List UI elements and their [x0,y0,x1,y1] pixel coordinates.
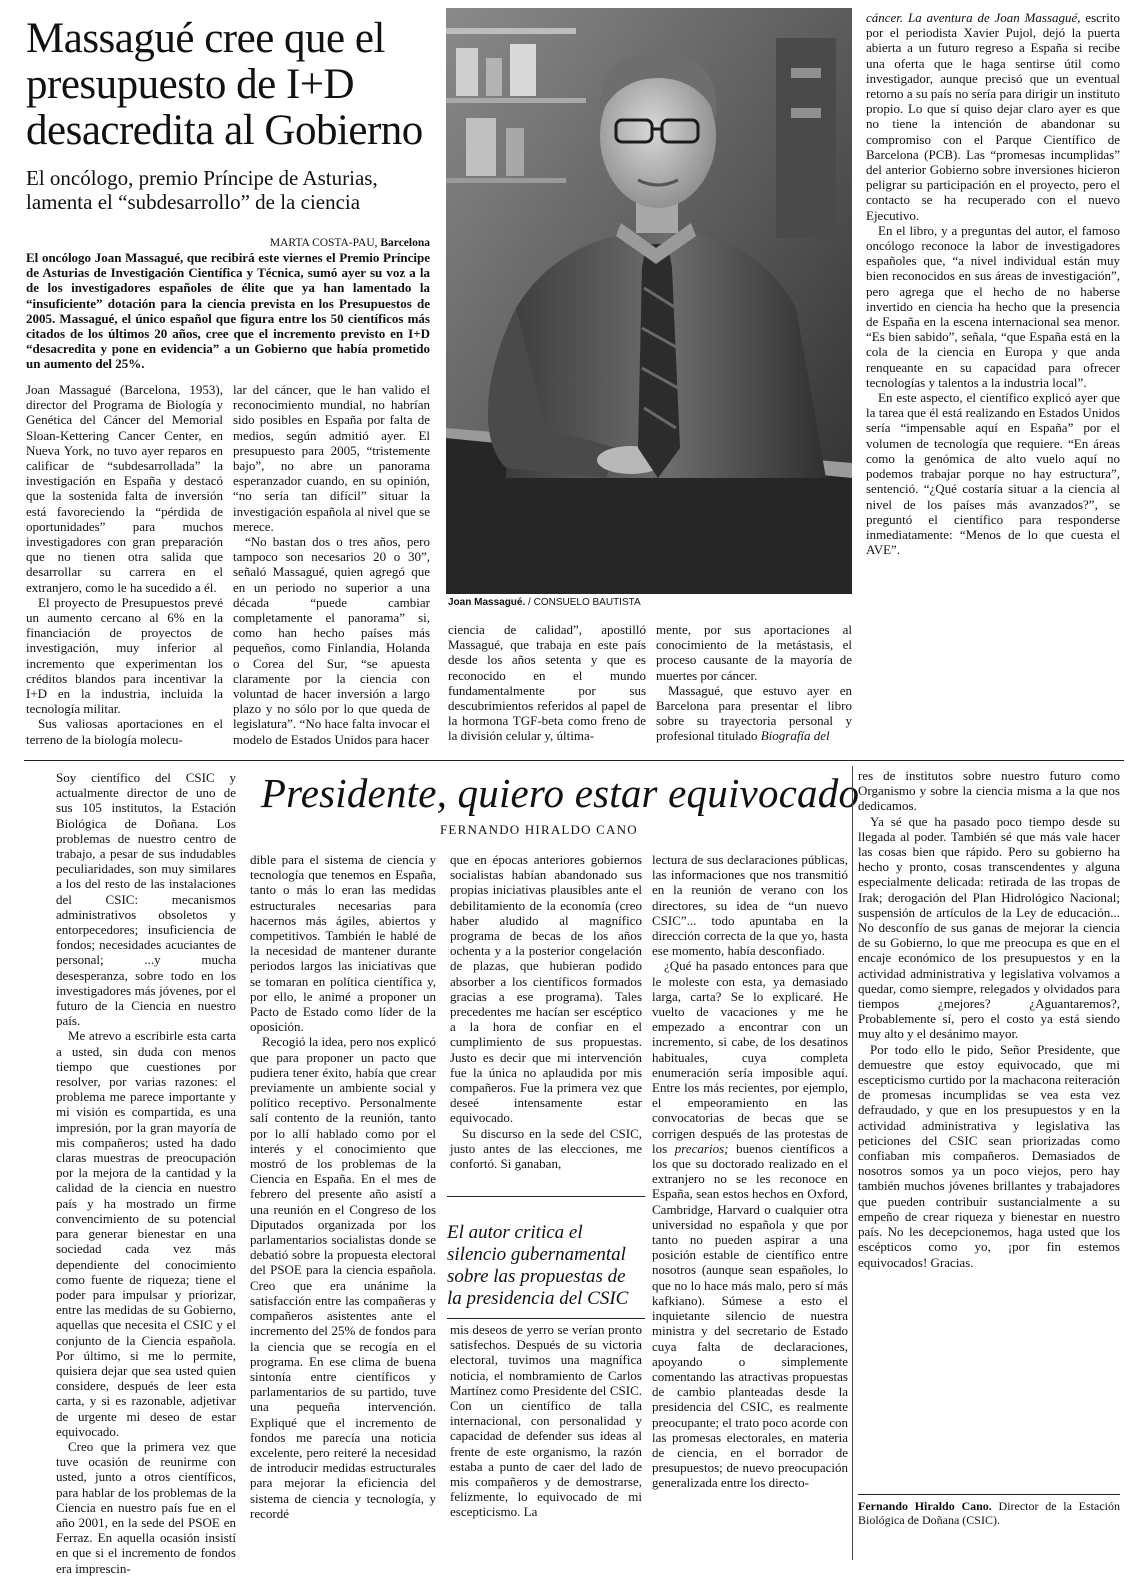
article-lead: El oncólogo Joan Massagué, que recibirá este viernes el Premio Príncipe de Asturias de Investigación Científica y Técnica, sumó ayer su voz a la de los investigadores españoles de élite que ya han lamentado la “insuficiente” dotación para la ciencia prevista en los Presupuestos de 2005. Massagué, el único español que figura entre los 50 científicos más citados de los últimos 20 años, cree que el incremento previsto en I+D “desacredita y pone en evidencia” a un Gobierno que había prometido un aumento del 25%. [26,250,430,372]
text-run: Massagué, que estuvo ayer en Barcelona para presentar el libro sobre su trayectoria personal y profesional titulado [656,682,852,744]
caption-credit: / CONSUELO BAUTISTA [525,597,641,608]
paragraph: Creo que la primera vez que tuve ocasión de reunirme con usted, junto a otros científicos, para hablar de los problemas de la Ciencia en nuestro país fue en el año 2001, en la sede del PSOE en Ferraz. En aquella ocasión insistí en que si el incremento de fondos era imprescin- [56,1438,236,1576]
paragraph: Joan Massagué (Barcelona, 1953), director del Programa de Biología y Genética del Cáncer del Memorial Sloan-Kettering Cancer Center, en Nueva York, no tuvo ayer reparos en calificar de “subdesarrollada” la investigación en España y destacó que la sostenida falta de inversión está favoreciendo la “pérdida de oportunidades” para muchos investigadores con gran preparación que no tienen otra salida que desarrollar su carrera en el extranjero, como le ha sucedido a él. [26,382,223,595]
paragraph: ciencia de calidad”, apostilló Massagué, que trabaja en este país desde los años setenta y que es reconocido en el mundo fundamentalmente por sus descubrimientos referidos al papel de la hormona TGF-beta como freno de la división celular y, última- [448,622,646,744]
opinion-byline: FERNANDO HIRALDO CANO [440,822,638,837]
article1-column-5 [866,10,1120,754]
signature-text: Director de la Estación Biológica de Doñana (CSIC). [858,1499,1120,1527]
article1-column-2 [233,382,430,752]
paragraph: lectura de sus declaraciones públicas, las informaciones que nos transmitió en la reunión de verano con los directores, su idea de “un nuevo CSIC”... todo apuntaba en la dirección correcta de la que yo, hasta ese momento, había desconfiado. [652,852,848,959]
article2-column-5 [858,768,1120,1488]
paragraph: dible para el sistema de ciencia y tecnología que tenemos en España, tanto o más lo eran las medidas estructurales necesarias para hacernos más ágiles, abiertos y competitivos. También le hablé de la necesidad de mantener durante periodos largos las iniciativas que se tomaran en política científica y, por ello, le animé a proponer un Pacto de Estado como líder de la oposición. [250,852,436,1035]
text-run: ¿Qué ha pasado entonces para que le moleste con esta, ya demasiado larga, carta? Se lo explicaré. He vuelto de vacaciones y me he empezado a encontrar con un incremento, si cabe, de los desatinos habituales, cuya completa enumeración sería imposible aquí. Entre los más recientes, por ejemplo, el empeoramiento en las convocatorias de becas que se corrigen después de las protestas de los [652,958,848,1156]
pull-quote-rule [447,1196,645,1197]
paragraph: En el libro, y a preguntas del autor, el famoso oncólogo reconoce la labor de investigadores españoles que, “a nivel individual están muy bien reconocidos en sus áreas de investigación”, pero agrega que el hecho de no haberse invertido en ciencia ha hecho que la presencia de España en la escena internacional sea menor. “Es bien sabido”, señala, “que España está en la cola de la ciencia en Europa y que anda renqueante en su capacidad para ofrecer tecnologías y talentos a la industria local”. [866,222,1120,390]
byline-place: Barcelona [380,237,430,249]
article2-column-3b [450,1322,642,1560]
italic-word: precarios; [674,1140,729,1156]
opinion-title: Presidente, quiero estar equivocado [260,770,860,816]
paragraph [866,10,1120,223]
article-subhead: El oncólogo, premio Príncipe de Asturias, lamenta el “subdesarrollo” de la ciencia [26,166,378,214]
paragraph: Sus valiosas aportaciones en el terreno de la biología molecu- [26,716,223,747]
article2-column-2 [250,852,436,1560]
portrait-image [446,8,852,594]
article1-column-4 [656,622,852,752]
paragraph: El proyecto de Presupuestos prevé un aumento cercano al 6% en la financiación de proyectos de investigación, muy inferior al incremento que experimentan los créditos blandos para incentivar la I+D en la industria, incluida la tecnología militar. [26,594,223,717]
article2-column-3 [450,852,642,1184]
article1-column-1 [26,382,223,752]
paragraph: res de institutos sobre nuestro futuro como Organismo y sobre la ciencia misma a la que nos dedicamos. [858,768,1120,814]
photo-caption [448,597,641,608]
caption-name: Joan Massagué. [448,597,526,608]
paragraph: Me atrevo a escribirle esta carta a usted, sin duda con menos tiempo que cuestiones por resolver, por varias razones: el problema me parece importante y mi visión es compartida, es una impresión, por la gran mayoría de mis compañeros; usted ha dado claras muestras de preocupación por la mejora de la cantidad y la calidad de la ciencia en nuestro país y ha mostrado un firme convencimiento de su potencial para generar bienestar en una sociedad cada vez más dependiente del conocimiento como fuente de riqueza; tiene el poder para impulsar y priorizar, entre las medidas de su Gobierno, aquellas que necesita el CSIC y el conjunto de la Ciencia española. Por último, si me lo permite, quisiera dejar que sea usted quien considere, después de leer esta carta, y si es razonable, adjetivar de urgente mi deseo de estar equivocado. [56,1028,236,1439]
paragraph: Ya sé que ha pasado poco tiempo desde su llegada al poder. También sé que más vale hacer las cosas bien que rápido. Pero su gobierno ha hecho y pronto, cosas transcendentes y alguna especialmente delicada: retirada de las tropas de Irak; derogación del Plan Hidrológico Nacional; suspensión de artículos de la Ley de educación... No desconfío de sus ganas de mejorar la ciencia de su Gobierno, lo que me preocupa es que en el encaje económico de los presupuestos y en la actividad administrativa y legislativa volvamos a quedar, como siempre, relegados y olvidados para tiempos ¿mejores? ¿Aguantaremos?, Probablemente sí, pero el costo ya está siendo muy alto y el desánimo mayor. [858,813,1120,1042]
byline-author: MARTA COSTA-PAU, [269,237,378,249]
article2-column-1 [56,770,236,1576]
article1-column-3 [448,622,646,752]
portrait-photo [446,8,852,594]
pull-quote: El autor critica el silencio gubernamental sobre las propuestas de la presidencia del CSIC [447,1222,629,1309]
paragraph: Soy científico del CSIC y actualmente director de uno de sus 105 institutos, la Estación Biológica de Doñana. Los problemas de nuestro centro de trabajo, a pesar de sus indudables peculiaridades, son muy similares a los del resto de las instalaciones del CSIC: mecanismos administrativos obsoletos y entorpecedores; insuficiencia de fondos; necesidades acuciantes de personal; ...y mucha desesperanza, sobre todo en los investigadores más jóvenes, por el futuro de la Ciencia en nuestro país. [56,770,236,1029]
article-headline: Massagué cree que el presupuesto de I+D desacredita al Gobierno [26,15,423,154]
paragraph: Su discurso en la sede del CSIC, justo antes de las elecciones, me confortó. Si ganaban, [450,1125,642,1172]
column-divider [852,766,853,1560]
pull-quote-rule [447,1318,645,1319]
paragraph: mis deseos de yerro se verían pronto satisfechos. Después de su victoria electoral, tuvimos una magnífica noticia, el nombramiento de Carlos Martínez como Presidente del CSIC. Con un científico de talla internacional, con personalidad y capacidad de defender sus ideas al frente de este organismo, la razón estaba a punto de caer del lado de mis compañeros y de demostrarse, felizmente, lo equivocado de mi escepticismo. La [450,1322,642,1520]
article-byline [26,237,430,249]
paragraph: “No bastan dos o tres años, pero tampoco son necesarios 20 o 30”, señaló Massagué, quien agregó que en un periodo no superior a una década “puede cambiar completamente el panorama” si, como han hecho países más pequeños, como Finlandia, Holanda o Corea del Sur, “se apuesta claramente por la ciencia con voluntad de hacer inversión a largo plazo y no sólo por lo que queda de legislatura”. “No hace falta invocar el modelo de Estados Unidos para hacer [233,534,430,747]
section-divider [24,760,1124,761]
text-run: buenos científicos a los que su doctorado realizado en el extranjero no se les reconoce en España, sean estos hechos en Oxford, Cambridge, Harvard o cualquier otra universidad no española y que por tanto no pueden aspirar a una posición estable de científico entre nosotros (aunque sean españoles, lo que no lo hace más malo, pero sí más kafkiano). Súmese a esto el inquietante silencio de nuestra ministra y del secretario de Estado cuya falta de declaraciones, apoyando o simplemente comentando las atractivas propuestas de cambio planteadas desde la presidencia del CSIC, es realmente preocupante; el trato poco acorde con las promesas electorales, en materia de ciencia, en el borrador de presupuestos; de nuevo preocupación generalizada entre los directo- [652,1140,849,1491]
book-title: cáncer. La aventura de Joan Massagué, [866,10,1081,25]
paragraph: En este aspecto, el científico explicó ayer que la tarea que él está realizando en Estados Unidos sería “impensable aquí en España” por el volumen de tecnología que requiere. “En áreas como la genómica de alto vuelo aquí no podemos trabajar porque no hay estructura”, sentenció. “¿Qué costaría situar a la ciencia al nivel de los países más avanzados?”, se preguntó el científico para responderse inmediatamente: “Menos de lo que cuesta el AVE”. [866,390,1120,558]
author-signature [858,1500,1120,1527]
text-run: escrito por el periodista Xavier Pujol, dejó la puerta abierta a un futuro regreso a España si recibe una oferta que le haga sentirse útil como investigador, aunque precisó que un eventual retorno a su país no sería para dirigir un instituto propio. Lo que sí quiso dejar claro ayer es que no tiene la intención de abandonar su compromiso con el Parque Científico de Barcelona (PCB). Las “promesas incumplidas” del anterior Gobierno sobre inversiones hicieron peligrar su participación en el proyecto, pero el contacto se ha recuperado con el nuevo Ejecutivo. [866,10,1120,223]
paragraph: que en épocas anteriores gobiernos socialistas habían abandonado sus propias iniciativas plausibles ante el debilitamiento de la economía (creo haber aludido al magnífico programa de becas de los años ochenta y a la posterior congelación de plazas, que hubieran podido absorber a los científicos formados gracias a ese programa). Tales precedentes me hacían ser escéptico a la hora de confiar en el cumplimiento de sus propuestas. Justo es decir que mi intervención fue la única no aplaudida por mis compañeros. Fue la primera vez que deseé intensamente estar equivocado. [450,852,642,1126]
paragraph [652,958,848,1490]
article2-column-4 [652,852,848,1560]
signature-rule [858,1494,1120,1495]
paragraph [656,683,852,744]
paragraph: mente, por sus aportaciones al conocimiento de la metástasis, el proceso causante de la mayoría de muertes por cáncer. [656,622,852,683]
paragraph: lar del cáncer, que le han valido el reconocimiento mundial, no habrían sido posibles en España por falta de medios, según admitió ayer. El presupuesto para 2005, “tristemente bajo”, no abre un panorama esperanzador cuando, en su opinión, “no sería tan difícil” situar la investigación española al nivel que se merece. [233,382,430,534]
paragraph: Recogió la idea, pero nos explicó que para proponer un pacto que pudiera tener éxito, había que crear previamente un ambiente social y político receptivo. Personalmente salí contento de la reunión, tanto por lo allí hablado como por el interés y el conocimiento que mostró de los problemas de la Ciencia en España. En el mes de febrero del presente año asistí a una reunión en el Congreso de los Diputados organizada por los parlamentarios socialistas donde se debatió sobre la propuesta electoral del PSOE para la ciencia española. Creo que era unánime la satisfacción entre las compañeras y compañeros asistentes ante el incremento del 25% de fondos para la ciencia que se recogía en el programa. En ese clima de buena sintonía entre científicos y parlamentarios de su partido, tuve una pequeña intervención. Expliqué que el incremento de fondos me parecía una noticia excelente, pero reiteré la necesidad de introducir medidas estructurales para mejorar la eficiencia del sistema de ciencia y tecnología, y recordé [250,1034,436,1521]
signature-name: Fernando Hiraldo Cano. [858,1499,992,1513]
book-title: Biografía del [760,728,830,744]
paragraph: Por todo ello le pido, Señor Presidente, que demuestre que estoy equivocado, que mi escepticismo curtido por la machacona reiteración de promesas incumplidas se vea esta vez defraudado, y que en los presupuestos y en la actividad administrativa y legislativa las peticiones del CSIC sean priorizadas como confiaban mis compañeros. Demasiados de nosotros somos ya un poco viejos, pero hay también muchos jóvenes brillantes y trabajadores que pueden contribuir sustancialmente a su empeño de crear riqueza y bienestar en nuestro país. No les decepcionemos, haga usted que los escépticos como yo, ¡por fin estemos equivocados! Gracias. [858,1041,1120,1270]
